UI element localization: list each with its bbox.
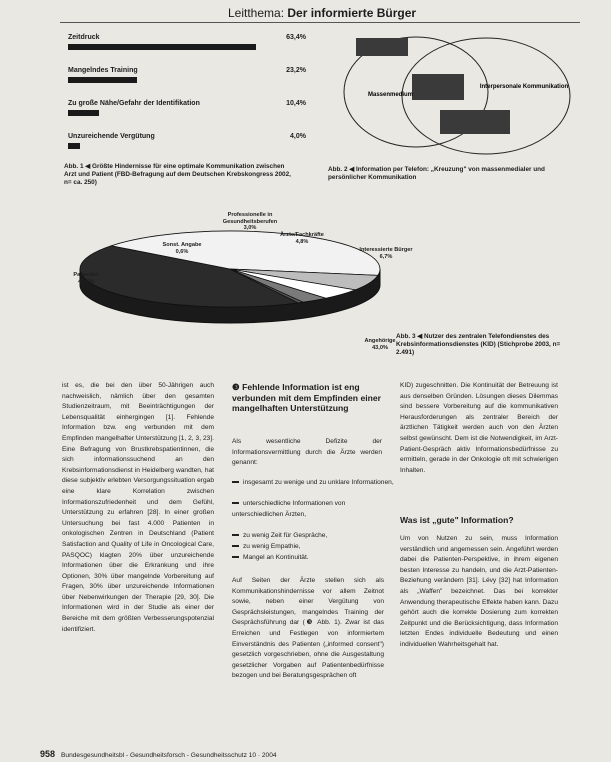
figure-2-venn-diagram xyxy=(318,28,588,158)
bullet-item: Mangel an Kontinuität. xyxy=(232,553,309,564)
section-heading-fehlende-information xyxy=(232,382,382,414)
bar xyxy=(68,110,99,116)
journal-line: Bundesgesundheitsbl - Gesundheitsforsch - Gesundheitsschutz 10 · 2004 xyxy=(61,752,277,759)
pie-slice-value: 6,7% xyxy=(379,253,393,260)
header-title: Der informierte Bürger xyxy=(287,6,417,20)
phone-box-2 xyxy=(412,74,464,100)
pie-slice-name: Ärzte/Fachkräfte xyxy=(280,232,324,238)
pie-slice-value: 43,0% xyxy=(372,344,388,351)
phone-box-3 xyxy=(440,110,510,134)
pie-slice-label xyxy=(216,212,284,232)
phone-box-1 xyxy=(356,38,408,56)
pie-slice-value: 3,0% xyxy=(243,225,257,231)
pie-slice-label xyxy=(358,247,414,260)
bar-value-label: 10,4% xyxy=(286,100,306,107)
header-rule xyxy=(60,22,580,23)
pie-slice-name: Professionelle in Gesundheitsberufen xyxy=(222,212,278,225)
bar-category-label: Zeitdruck xyxy=(68,34,100,41)
running-header xyxy=(228,6,428,20)
venn-left-label: Massenmedium xyxy=(368,92,414,98)
pie-slice-value: 43,8% xyxy=(78,278,94,285)
figure-3-caption: Abb. 3 ◀ Nutzer des zentralen Telefondienstes des Krebsinformationsdienstes (KID) (Stichprobe 2003, n= 2.491) xyxy=(396,333,561,356)
section-title: Fehlende Information ist eng verbunden mit dem Empfinden einer mangelhaften Unterstützung xyxy=(232,382,381,413)
header-prefix: Leitthema: xyxy=(228,6,288,20)
bullet-item: zu wenig Empathie, xyxy=(232,542,301,553)
bar-value-label: 4,0% xyxy=(290,133,306,140)
column-3-top: KID) zugeschnitten. Die Kontinuität der Betreuung ist aus denselben Gründen. Lösungen dieses Dilemmas sind bessere Vorbereitung auf die kommunikativen Herausforderungen als zentraler Bereich der ärztlichen Tätigkeit werden auch von den Ärzten selbst gewünscht. Dem ist die Notwendigkeit, im Arzt-Patient-Gespräch aktiv Informationsbedürfnisse zu ermitteln, gerade in der Onkologie oft mit schwierigen Inhalten. xyxy=(400,382,558,474)
bar-value-label: 23,2% xyxy=(286,67,306,74)
bar xyxy=(68,143,80,149)
pie-slice-label xyxy=(160,242,204,255)
pie-slice-name: Patienten xyxy=(73,272,99,278)
pie-slice-name: Interessierte Bürger xyxy=(359,247,413,253)
page-footer xyxy=(40,749,277,759)
pie-slice-name: Angehörige xyxy=(364,338,396,344)
column-2-body: Auf Seiten der Ärzte stellen sich als Kommunikationshindernisse vor allem Zeitnot sowie, neben einer Vergütung von Gesprächsleistungen, mangelndes Training der Gesprächsführung dar (❸ Abb. 1). Zwar ist das Erreichen und Festlegen von informiertem Einverständnis des Patienten („informed consent") gesetzlich vorgeschrieben, ohne die Ausgestaltung gesetzlicher Vorgaben auf Patientenbedürfnisse bezogen und bei Beratungsgesprächen oft xyxy=(232,577,384,680)
pie-slice-label xyxy=(274,232,330,245)
venn-right-label: Interpersonale Kommunikation xyxy=(479,84,569,90)
bullet-item: zu wenig Zeit für Gespräche, xyxy=(232,531,327,542)
pie-slice-name: Sonst. Angabe xyxy=(162,242,202,248)
column-2-intro: Als wesentliche Defizite der Informationsvermittlung durch die Ärzte werden genannt: xyxy=(232,438,382,467)
column-3-body: Um von Nutzen zu sein, muss Information verständlich und angemessen sein. Angeführt werden dabei die Patienten-Perspektive, in ihrem eigenen besten Interesse zu handeln, und die Arzt-Patienten-Beziehung verändern [31]. Lévy [32] hat Information als „Waffen" bezeichnet. Das bei korrekter Anwendung therapeutische Effekte haben kann. Dazu gehört auch die korrekte Dosierung zum korrekten Zeitpunkt und die Berücksichtigung, dass Information letzten Endes individuelle Bedeutung und einen individuellen Wahrheitsgehalt hat. xyxy=(400,535,558,648)
page-number: 958 xyxy=(40,749,56,759)
bar-category-label: Zu große Nähe/Gefahr der Identifikation xyxy=(68,100,200,107)
pie-slice-value: 4,8% xyxy=(295,238,309,245)
section-heading-gute-information: Was ist „gute" Information? xyxy=(400,515,514,525)
column-1-text xyxy=(62,381,214,635)
column-1-paragraph: ist es, die bei den über 50-Jährigen auch nachweislich, nämlich über den gesamten Studienzeitraum, mit Beeinträchtigungen der Lebensqualität einhergingen [1]. Fehlende Information bzw. eng verbunden mit dem Empfinden mangelhafter Unterstützung [1, 2, 3, 23]. Eine Befragung von Brustkrebspatientinnen, die sich informationssuchend an den Krebsinformationsdienst in Heidelberg wandten, hat diese subjektiv erlebten Versorgungssituation ergab eine klare Korrelation zwischen Informationszufriedenheit und dem Gefühl, Unterstützung zu erfahren [28]. In einer großen Untersuchung bei fast 4.000 Patienten in onkologischen Zentren in Deutschland (Patient Satisfaction and Quality of Life in Oncological Care, PASQOC) klagten 20% über unzureichende Informationen über die Erkrankung und ihre Optionen, 30% über mangelnde Vorbereitung auf Fragen, 30% über unzureichende Informationen über Nebenwirkungen der Therapie [29, 30]. Die Informationen wird in der Studie als einer der Bereiche mit dem größten Verbesserungspotenzial identifiziert. xyxy=(62,382,214,633)
bar xyxy=(68,44,256,50)
pie-slice-label xyxy=(66,272,106,285)
bar-category-label: Mangelndes Training xyxy=(68,67,138,74)
bar xyxy=(68,77,137,83)
figure-2-caption: Abb. 2 ◀ Information per Telefon: „Kreuzung" von massenmedialer und persönlicher Kommunikation xyxy=(328,166,545,181)
bar-value-label: 63,4% xyxy=(286,34,306,41)
bullet-item: unterschiedliche Informationen von unterschiedlichen Ärzten, xyxy=(232,499,382,520)
bullet-item: insgesamt zu wenige und zu unklare Informationen, xyxy=(232,478,394,489)
bar-category-label: Unzureichende Vergütung xyxy=(68,133,155,140)
pie-slice-value: 0,6% xyxy=(175,248,189,255)
section-number-badge: ❸ xyxy=(232,382,240,392)
figure-1-caption: Abb. 1 ◀ Größte Hindernisse für eine optimale Kommunikation zwischen Arzt und Patient (FBD-Befragung auf dem Deutschen Krebskongress 2002, n= ca. 250) xyxy=(64,163,291,186)
